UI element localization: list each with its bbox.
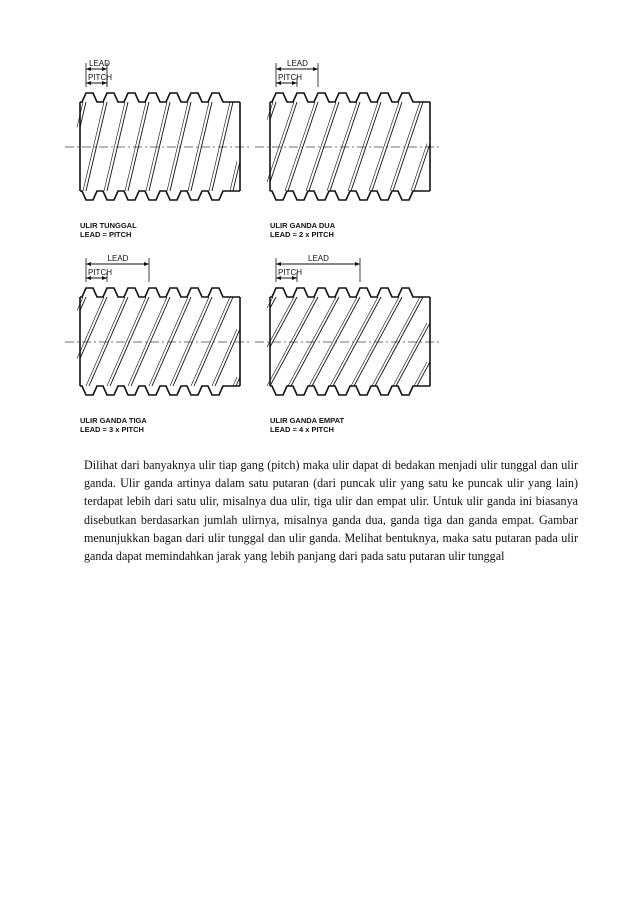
helix-line — [110, 297, 149, 386]
helix-line — [86, 102, 107, 191]
thread-caption-title: ULIR GANDA DUA — [270, 221, 336, 230]
helix-line — [417, 362, 430, 386]
helix-line — [80, 297, 107, 359]
body-paragraph: Dilihat dari banyaknya ulir tiap gang (pitch) maka ulir dapat di bedakan menjadi ulir tunggal dan ulir ganda. Ulir ganda artinya dalam satu putaran (dari puncak ulir yang satu ke puncak ulir yang lain) terdapat lebih dari satu ulir, misalnya dua ulir, tiga ulir dan empat ulir. Untuk ulir ganda ini biasanya disebutkan berdasarkan jumlah ulirnya, misalnya ganda dua, ganda tiga dan ganda empat. Gambar menunjukkan bagan dari ulir tunggal dan ulir ganda. Melihat bentuknya, maka satu putaran pada ulir ganda dapat memindahkan jarak yang lebih panjang dari pada satu putaran ulir tunggal — [84, 458, 578, 564]
pitch-label: PITCH — [278, 73, 302, 82]
helix-lines — [267, 297, 430, 386]
helix-line-shadow — [77, 297, 104, 359]
helix-line-shadow — [188, 102, 209, 191]
helix-line — [80, 102, 86, 127]
thread-crest-profile-top — [270, 288, 430, 297]
helix-line-shadow — [191, 297, 230, 386]
thread-caption-formula: LEAD = 3 x PITCH — [80, 425, 144, 434]
helix-line — [170, 102, 191, 191]
helix-line-shadow — [411, 144, 427, 191]
helix-line — [270, 297, 318, 386]
helix-line — [89, 297, 128, 386]
thread-caption — [80, 221, 137, 239]
thread-panel-single — [60, 55, 250, 245]
helix-line-shadow — [209, 102, 230, 191]
helix-line — [80, 297, 86, 311]
lead-arrow-left — [276, 67, 281, 71]
helix-line — [333, 297, 381, 386]
lead-label: LEAD — [287, 59, 308, 68]
thread-caption-formula: LEAD = PITCH — [80, 230, 132, 239]
helix-line — [152, 297, 191, 386]
helix-line — [128, 102, 149, 191]
thread-panel-triple — [60, 250, 250, 440]
helix-line-shadow — [125, 102, 146, 191]
pitch-label: PITCH — [88, 73, 112, 82]
helix-lines — [77, 102, 240, 191]
thread-caption-formula: LEAD = 4 x PITCH — [270, 425, 334, 434]
thread-crest-profile-bottom — [270, 191, 430, 200]
helix-line — [270, 102, 297, 182]
thread-caption-title: ULIR TUNGGAL — [80, 221, 137, 230]
helix-line — [107, 102, 128, 191]
helix-line-shadow — [267, 297, 315, 386]
helix-line-shadow — [288, 297, 336, 386]
helix-line — [131, 297, 170, 386]
thread-drawing-single — [60, 55, 250, 220]
helix-line — [173, 297, 212, 386]
thread-types-figure — [60, 55, 450, 440]
thread-drawing-quadruple — [250, 250, 440, 415]
thread-drawing-double — [250, 55, 440, 220]
helix-line-shadow — [414, 362, 427, 386]
helix-line — [270, 297, 276, 308]
helix-line — [194, 297, 233, 386]
helix-line — [233, 161, 240, 191]
helix-line-shadow — [149, 297, 188, 386]
lead-label: LEAD — [107, 254, 129, 263]
thread-panel-double — [250, 55, 440, 245]
helix-line — [270, 102, 276, 120]
helix-line-shadow — [128, 297, 167, 386]
helix-line — [270, 297, 297, 347]
helix-line-shadow — [83, 102, 104, 191]
helix-line-shadow — [372, 297, 420, 386]
helix-line-shadow — [230, 161, 237, 191]
helix-line — [291, 297, 339, 386]
thread-caption-title: ULIR GANDA EMPAT — [270, 416, 345, 425]
thread-drawing-triple — [60, 250, 250, 415]
lead-arrow-right — [144, 262, 149, 266]
helix-line-shadow — [167, 102, 188, 191]
helix-line-shadow — [330, 297, 378, 386]
helix-line-shadow — [309, 297, 357, 386]
helix-line-shadow — [267, 102, 294, 182]
lead-arrow-left — [86, 262, 91, 266]
helix-line — [375, 297, 423, 386]
helix-line — [212, 102, 233, 191]
lead-label: LEAD — [308, 254, 329, 263]
helix-line-shadow — [212, 329, 237, 386]
helix-line-shadow — [267, 297, 294, 347]
thread-caption-formula: LEAD = 2 x PITCH — [270, 230, 334, 239]
helix-line — [149, 102, 170, 191]
thread-panel-quadruple — [250, 250, 440, 440]
thread-crest-profile-top — [80, 288, 240, 297]
lead-arrow-right — [313, 67, 318, 71]
helix-line-shadow — [170, 297, 209, 386]
lead-arrow-left — [276, 262, 281, 266]
helix-lines — [267, 102, 430, 191]
helix-line — [414, 144, 430, 191]
helix-line — [191, 102, 212, 191]
pitch-label: PITCH — [88, 268, 112, 277]
thread-caption — [270, 416, 344, 434]
lead-arrow-right — [355, 262, 360, 266]
helix-lines — [77, 297, 240, 386]
thread-crest-profile-top — [270, 93, 430, 102]
thread-caption — [270, 221, 335, 239]
helix-line — [312, 297, 360, 386]
helix-line-shadow — [86, 297, 125, 386]
helix-line-shadow — [351, 297, 399, 386]
lead-label: LEAD — [89, 59, 110, 68]
helix-line-shadow — [104, 102, 125, 191]
pitch-label: PITCH — [278, 268, 302, 277]
thread-crest-profile-bottom — [80, 386, 240, 395]
thread-caption — [80, 416, 147, 434]
helix-line — [354, 297, 402, 386]
thread-crest-profile-top — [80, 93, 240, 102]
helix-line-shadow — [146, 102, 167, 191]
helix-line — [215, 329, 240, 386]
thread-crest-profile-bottom — [80, 191, 240, 200]
helix-line-shadow — [107, 297, 146, 386]
thread-caption-title: ULIR GANDA TIGA — [80, 416, 147, 425]
thread-crest-profile-bottom — [270, 386, 430, 395]
